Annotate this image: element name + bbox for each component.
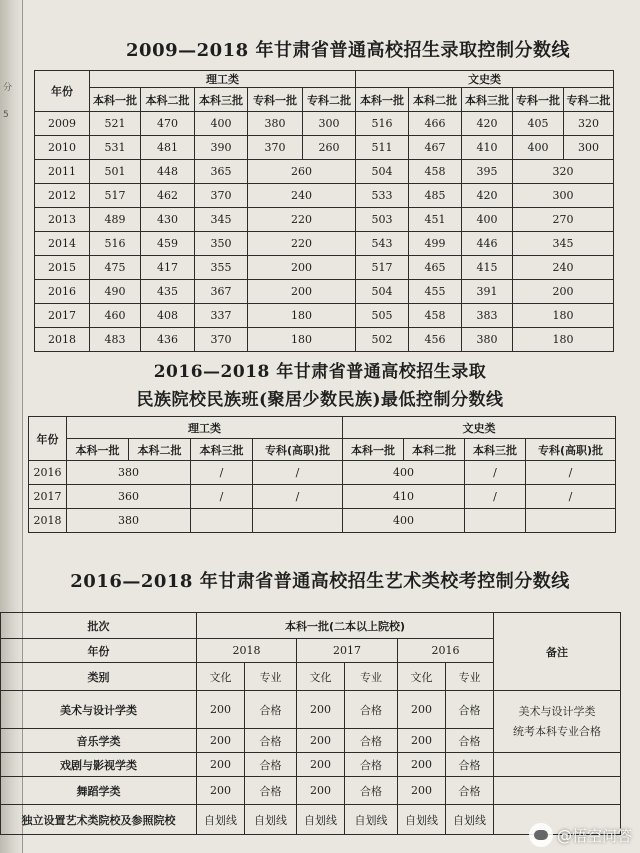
wukong-logo-icon — [529, 823, 553, 847]
score-cell: 470 — [141, 112, 195, 136]
score-cell: 365 — [195, 160, 248, 184]
score-cell: 自划线 — [245, 805, 297, 835]
score-cell: 456 — [409, 328, 462, 352]
score-cell: 448 — [141, 160, 195, 184]
note-header: 备注 — [494, 613, 621, 691]
sub-header-culture: 文化 — [398, 663, 446, 691]
score-cell: 345 — [195, 208, 248, 232]
score-cell: 415 — [462, 256, 513, 280]
table2 — [28, 416, 616, 533]
table-row — [29, 461, 616, 485]
score-cell: 200 — [297, 777, 345, 805]
score-cell: 200 — [513, 280, 614, 304]
col-header: 本科三批 — [191, 439, 253, 461]
score-cell: 220 — [248, 208, 356, 232]
year-header: 2018 — [197, 639, 297, 663]
score-cell: 300 — [513, 184, 614, 208]
table-row — [35, 304, 614, 328]
score-cell: 200 — [398, 729, 446, 753]
table-row — [35, 136, 614, 160]
year-label: 年份 — [1, 639, 197, 663]
score-cell: 465 — [409, 256, 462, 280]
score-cell: 405 — [513, 112, 564, 136]
score-cell: / — [191, 461, 253, 485]
score-cell: 380 — [67, 509, 191, 533]
score-cell: 180 — [513, 328, 614, 352]
col-header: 本科二批 — [409, 88, 462, 112]
year-cell: 2013 — [35, 208, 90, 232]
col-header: 本科二批 — [141, 88, 195, 112]
score-cell: 合格 — [345, 729, 398, 753]
score-cell: 481 — [141, 136, 195, 160]
score-cell: / — [465, 461, 526, 485]
score-cell: 320 — [513, 160, 614, 184]
empty-cell — [465, 509, 526, 533]
score-cell: 400 — [343, 509, 465, 533]
score-cell: / — [465, 485, 526, 509]
score-cell: 459 — [141, 232, 195, 256]
empty-cell — [253, 509, 343, 533]
score-cell: 360 — [67, 485, 191, 509]
table-row — [1, 691, 621, 729]
category-cell: 独立设置艺术类院校及参照院校 — [1, 805, 197, 835]
score-cell: 383 — [462, 304, 513, 328]
score-cell: 410 — [343, 485, 465, 509]
score-cell: 200 — [398, 691, 446, 729]
score-cell: 501 — [90, 160, 141, 184]
sub-header-major: 专业 — [245, 663, 297, 691]
score-cell: 270 — [513, 208, 614, 232]
score-cell: 370 — [195, 184, 248, 208]
score-cell: 345 — [513, 232, 614, 256]
table-row — [1, 805, 621, 835]
score-cell: 200 — [297, 729, 345, 753]
score-cell: 200 — [297, 691, 345, 729]
watermark — [529, 823, 632, 847]
col-header: 本科一批 — [343, 439, 404, 461]
table3 — [0, 612, 621, 835]
year-cell: 2017 — [35, 304, 90, 328]
year-cell: 2015 — [35, 256, 90, 280]
score-cell: 467 — [409, 136, 462, 160]
batch-label: 批次 — [1, 613, 197, 639]
score-cell: 489 — [90, 208, 141, 232]
score-cell: 511 — [356, 136, 409, 160]
score-cell: / — [526, 485, 616, 509]
score-cell: 516 — [356, 112, 409, 136]
table-row — [35, 232, 614, 256]
sci-group-header: 理工类 — [90, 71, 356, 88]
table2-title-line2: 民族院校民族班(聚居少数民族)最低控制分数线 — [136, 390, 504, 410]
score-cell: 460 — [90, 304, 141, 328]
empty-cell — [494, 753, 621, 777]
score-cell: 420 — [462, 112, 513, 136]
score-cell: 自划线 — [345, 805, 398, 835]
score-cell: 380 — [67, 461, 191, 485]
score-cell: 458 — [409, 160, 462, 184]
sub-header-major: 专业 — [345, 663, 398, 691]
score-cell: 446 — [462, 232, 513, 256]
edge-mark: 分 — [3, 83, 13, 93]
score-cell: 400 — [195, 112, 248, 136]
score-cell: / — [526, 461, 616, 485]
table-row — [35, 328, 614, 352]
score-cell: 200 — [197, 753, 245, 777]
score-cell: 合格 — [345, 691, 398, 729]
score-cell: 200 — [248, 256, 356, 280]
score-cell: 350 — [195, 232, 248, 256]
score-cell: 517 — [356, 256, 409, 280]
col-header: 本科一批 — [356, 88, 409, 112]
table3-title: 2016—2018 年甘肃省普通高校招生艺术类校考控制分数线 — [70, 571, 570, 592]
score-cell: 自划线 — [446, 805, 494, 835]
empty-cell — [191, 509, 253, 533]
score-cell: 430 — [141, 208, 195, 232]
score-cell: 180 — [248, 328, 356, 352]
score-cell: 367 — [195, 280, 248, 304]
edge-mark: 5 — [3, 110, 9, 120]
score-cell: 240 — [513, 256, 614, 280]
empty-cell — [494, 777, 621, 805]
note-line: 统考本科专业合格 — [513, 724, 602, 738]
score-cell: 260 — [303, 136, 356, 160]
table-row — [29, 485, 616, 509]
score-cell: 合格 — [345, 753, 398, 777]
score-cell: 合格 — [245, 777, 297, 805]
score-cell: 合格 — [245, 753, 297, 777]
col-header: 专科一批 — [248, 88, 303, 112]
score-cell: 436 — [141, 328, 195, 352]
score-cell: 417 — [141, 256, 195, 280]
score-cell: 合格 — [446, 753, 494, 777]
sub-header-culture: 文化 — [297, 663, 345, 691]
year-cell: 2014 — [35, 232, 90, 256]
col-header: 本科一批 — [90, 88, 141, 112]
col-header: 本科二批 — [404, 439, 465, 461]
score-cell: 503 — [356, 208, 409, 232]
score-cell: / — [253, 485, 343, 509]
score-cell: 200 — [197, 777, 245, 805]
score-cell: 370 — [248, 136, 303, 160]
score-cell: 合格 — [446, 691, 494, 729]
year-header: 年份 — [35, 71, 90, 112]
score-cell: 400 — [343, 461, 465, 485]
score-cell: 502 — [356, 328, 409, 352]
score-cell: 410 — [462, 136, 513, 160]
col-header: 本科三批 — [195, 88, 248, 112]
col-header: 专科二批 — [564, 88, 614, 112]
score-cell: 408 — [141, 304, 195, 328]
score-cell: 380 — [462, 328, 513, 352]
sci-group-header: 理工类 — [67, 417, 343, 439]
year-cell: 2009 — [35, 112, 90, 136]
score-cell: 300 — [303, 112, 356, 136]
col-header: 本科三批 — [462, 88, 513, 112]
table-row — [29, 509, 616, 533]
sub-header-culture: 文化 — [197, 663, 245, 691]
score-cell: 504 — [356, 280, 409, 304]
score-cell: 180 — [248, 304, 356, 328]
year-cell: 2018 — [35, 328, 90, 352]
score-cell: 370 — [195, 328, 248, 352]
score-cell: / — [253, 461, 343, 485]
score-cell: 自划线 — [197, 805, 245, 835]
table2-title-line1: 2016—2018 年甘肃省普通高校招生录取 — [153, 362, 487, 382]
score-cell: 220 — [248, 232, 356, 256]
col-header: 专科(高职)批 — [253, 439, 343, 461]
col-header: 本科三批 — [465, 439, 526, 461]
note-line: 美术与设计学类 — [518, 704, 596, 718]
table-row — [35, 208, 614, 232]
table-row — [35, 160, 614, 184]
score-cell: 260 — [248, 160, 356, 184]
year-cell: 2012 — [35, 184, 90, 208]
score-cell: 531 — [90, 136, 141, 160]
score-cell: 合格 — [245, 729, 297, 753]
category-cell: 舞蹈学类 — [1, 777, 197, 805]
score-cell: 400 — [462, 208, 513, 232]
table1-title: 2009—2018 年甘肃省普通高校招生录取控制分数线 — [126, 40, 570, 61]
arts-group-header: 文史类 — [356, 71, 614, 88]
col-header: 本科二批 — [129, 439, 191, 461]
score-cell: 合格 — [245, 691, 297, 729]
year-cell: 2016 — [35, 280, 90, 304]
score-cell: 337 — [195, 304, 248, 328]
score-cell: 391 — [462, 280, 513, 304]
score-cell: 504 — [356, 160, 409, 184]
score-cell: / — [191, 485, 253, 509]
score-cell: 自划线 — [398, 805, 446, 835]
table-row — [1, 777, 621, 805]
score-cell: 516 — [90, 232, 141, 256]
score-cell: 200 — [398, 777, 446, 805]
score-cell: 自划线 — [297, 805, 345, 835]
score-cell: 200 — [297, 753, 345, 777]
year-header: 2017 — [297, 639, 398, 663]
score-cell: 420 — [462, 184, 513, 208]
score-cell: 462 — [141, 184, 195, 208]
score-cell: 200 — [197, 729, 245, 753]
table-row — [35, 112, 614, 136]
score-cell: 543 — [356, 232, 409, 256]
score-cell: 355 — [195, 256, 248, 280]
score-cell: 490 — [90, 280, 141, 304]
score-cell: 200 — [398, 753, 446, 777]
category-cell: 戏剧与影视学类 — [1, 753, 197, 777]
col-header: 专科二批 — [303, 88, 356, 112]
table-row — [35, 184, 614, 208]
score-cell: 390 — [195, 136, 248, 160]
score-cell: 300 — [564, 136, 614, 160]
score-cell: 483 — [90, 328, 141, 352]
score-cell: 499 — [409, 232, 462, 256]
score-cell: 合格 — [446, 729, 494, 753]
score-cell: 485 — [409, 184, 462, 208]
score-cell: 435 — [141, 280, 195, 304]
score-cell: 395 — [462, 160, 513, 184]
category-label: 类别 — [1, 663, 197, 691]
batch-value: 本科一批(二本以上院校) — [197, 613, 494, 639]
note-cell — [494, 691, 621, 753]
score-cell: 合格 — [446, 777, 494, 805]
table1 — [34, 70, 614, 352]
col-header: 专科(高职)批 — [526, 439, 616, 461]
year-cell: 2018 — [29, 509, 67, 533]
score-cell: 458 — [409, 304, 462, 328]
score-cell: 517 — [90, 184, 141, 208]
year-cell: 2017 — [29, 485, 67, 509]
year-header: 年份 — [29, 417, 67, 461]
category-cell: 音乐学类 — [1, 729, 197, 753]
score-cell: 475 — [90, 256, 141, 280]
score-cell: 380 — [248, 112, 303, 136]
col-header: 本科一批 — [67, 439, 129, 461]
score-cell: 505 — [356, 304, 409, 328]
score-cell: 180 — [513, 304, 614, 328]
year-cell: 2011 — [35, 160, 90, 184]
year-cell: 2010 — [35, 136, 90, 160]
score-cell: 521 — [90, 112, 141, 136]
year-cell: 2016 — [29, 461, 67, 485]
score-cell: 466 — [409, 112, 462, 136]
score-cell: 455 — [409, 280, 462, 304]
empty-cell — [526, 509, 616, 533]
score-cell: 240 — [248, 184, 356, 208]
score-cell: 200 — [248, 280, 356, 304]
sub-header-major: 专业 — [446, 663, 494, 691]
score-cell: 533 — [356, 184, 409, 208]
category-cell: 美术与设计学类 — [1, 691, 197, 729]
year-header: 2016 — [398, 639, 494, 663]
col-header: 专科一批 — [513, 88, 564, 112]
score-cell: 451 — [409, 208, 462, 232]
score-cell: 合格 — [345, 777, 398, 805]
table-row — [1, 753, 621, 777]
table-row — [35, 280, 614, 304]
score-cell: 320 — [564, 112, 614, 136]
score-cell: 400 — [513, 136, 564, 160]
watermark-text: @悟空问答 — [556, 826, 632, 845]
table-row — [35, 256, 614, 280]
score-cell: 200 — [197, 691, 245, 729]
arts-group-header: 文史类 — [343, 417, 616, 439]
